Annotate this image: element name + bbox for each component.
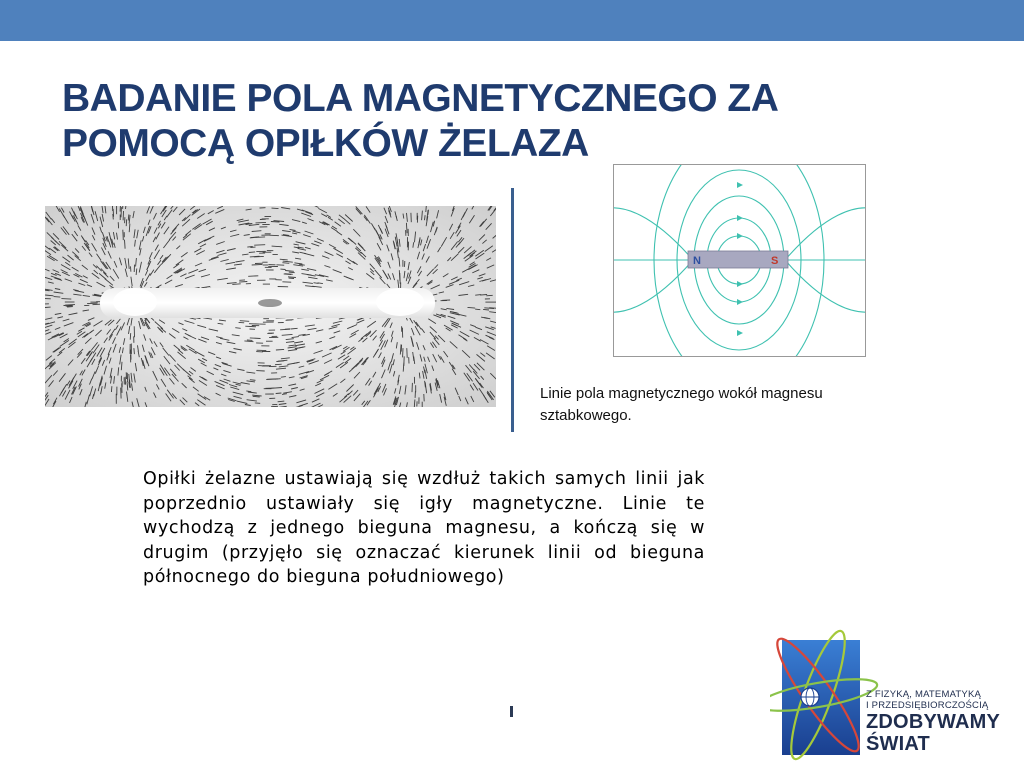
iron-filing <box>475 309 480 310</box>
globe-icon <box>801 688 819 706</box>
iron-filing <box>425 215 426 220</box>
iron-filing <box>275 379 281 380</box>
iron-filing <box>254 245 265 246</box>
slide-marker <box>510 706 513 717</box>
iron-filing <box>232 284 240 285</box>
iron-filing <box>123 230 124 240</box>
body-paragraph: Opiłki żelazne ustawiają się wzdłuż takich samych linii jak poprzednio ustawiały się igły magnetyczne. Linie te wychodzą z jednego bieguna magnesu, a kończą się w drugim (przyjęło się oznaczać kierunek linii od bieguna północnego do bieguna południowego) <box>143 469 705 588</box>
iron-filing <box>235 328 240 329</box>
iron-filing <box>239 282 247 283</box>
magnetic-field-diagram <box>613 164 866 357</box>
iron-filing <box>281 377 286 378</box>
iron-filing <box>127 373 128 382</box>
logo-tagline-2: I PRZEDSIĘBIORCZOŚCIĄ <box>866 700 989 711</box>
iron-filing <box>254 256 264 257</box>
logo-blue-panel <box>782 640 860 755</box>
top-accent-bar <box>0 0 1024 41</box>
iron-filing <box>275 364 282 365</box>
iron-filing <box>276 393 282 394</box>
iron-filing <box>245 326 256 327</box>
iron-filing <box>130 333 131 340</box>
iron-filing <box>54 297 61 298</box>
iron-filing <box>272 208 279 209</box>
iron-filing <box>240 321 249 322</box>
iron-filings-photo <box>45 206 496 407</box>
iron-filing <box>252 264 263 265</box>
iron-filing <box>249 252 255 253</box>
logo-text <box>866 689 1024 755</box>
slide-title-line-2: POMOCĄ OPIŁKÓW ŻELAZA <box>62 122 589 165</box>
iron-filing <box>480 295 487 296</box>
iron-filing <box>483 309 489 310</box>
iron-filing <box>125 240 126 249</box>
iron-filing <box>256 222 267 223</box>
iron-filing <box>282 263 289 264</box>
logo-heading-1: ZDOBYWAMY <box>866 711 1001 733</box>
iron-filing <box>269 235 279 236</box>
south-pole-label: S <box>771 255 779 267</box>
iron-filing <box>289 272 295 273</box>
iron-filing <box>276 349 284 350</box>
iron-filing <box>256 237 266 238</box>
iron-filing <box>113 214 114 220</box>
iron-filing <box>280 329 290 330</box>
vertical-divider <box>511 188 514 432</box>
iron-filing <box>284 274 291 275</box>
slide-title <box>62 76 962 166</box>
logo-tagline-1: Z FIZYKĄ, MATEMATYKĄ <box>866 689 982 700</box>
iron-filing <box>271 222 280 223</box>
iron-filing <box>111 386 112 392</box>
iron-filing <box>250 247 255 248</box>
logo-heading-2: ŚWIAT <box>866 733 930 755</box>
slide-title-line-1: BADANIE POLA MAGNETYCZNEGO ZA <box>62 77 779 120</box>
diagram-caption: Linie pola magnetycznego wokół magnesu sztabkowego. <box>540 385 823 424</box>
iron-filing <box>120 206 121 212</box>
iron-filing <box>486 295 492 296</box>
iron-filing <box>45 307 51 308</box>
iron-filing <box>61 299 71 300</box>
iron-filing <box>250 338 261 339</box>
iron-filing <box>134 348 135 354</box>
iron-filing <box>248 276 258 277</box>
north-pole-label: N <box>693 255 701 267</box>
iron-filing <box>250 380 256 381</box>
